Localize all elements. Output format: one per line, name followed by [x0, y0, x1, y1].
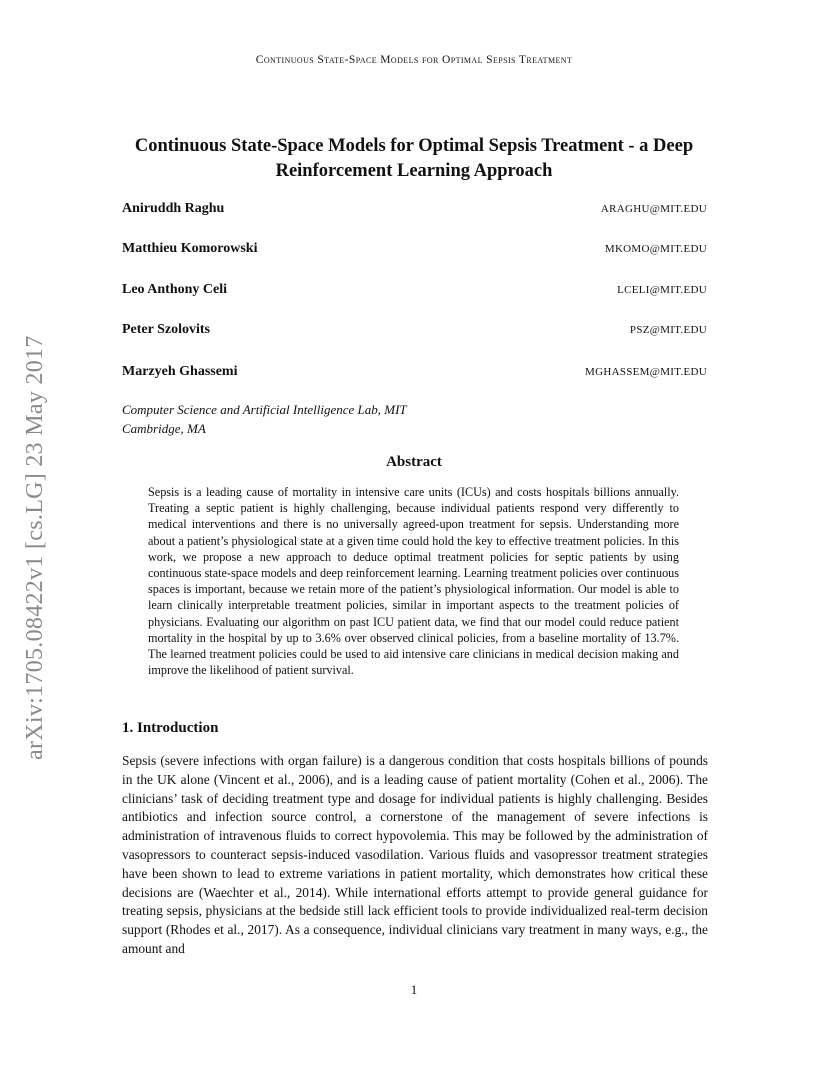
author-email: MGHASSEM@MIT.EDU: [585, 366, 707, 378]
author-email: ARAGHU@MIT.EDU: [600, 203, 707, 215]
arxiv-stamp: arXiv:1705.08422v1 [cs.LG] 23 May 2017: [22, 335, 48, 760]
author-email: PSZ@MIT.EDU: [629, 324, 707, 336]
author-name: Matthieu Komorowski: [122, 241, 258, 256]
affiliation-line: Computer Science and Artificial Intelligence Lab, MIT: [122, 402, 407, 417]
author-name: Leo Anthony Celi: [122, 282, 228, 297]
abstract-text: Sepsis is a leading cause of mortality in intensive care units (ICUs) and costs hospitals billions annually. Treating a septic patient is highly challenging, because individual patients respond very differently to medical interventions and there is no universally agreed-upon treatment for sepsis. Understanding more about a patient’s physiological state at a given time could hold the key to effective treatment policies. In this work, we propose a new approach to deduce optimal treatment policies for septic patients by using continuous state-space models and deep reinforcement learning. Learning treatment policies over continuous spaces is important, because we retain more of the patient’s physiological information. Our model is able to learn clinically interpretable treatment policies, similar in important aspects to the treatment policies of physicians. Evaluating our algorithm on past ICU patient data, we find that our model could reduce patient mortality in the hospital by up to 3.6% over observed clinical policies, from a baseline mortality of 13.7%. The learned treatment policies could be used to aid intensive care clinicians in medical decision making and improve the likelihood of patient survival.: [148, 485, 679, 678]
author-row: [122, 282, 707, 302]
author-name: Peter Szolovits: [122, 322, 210, 337]
author-row: [122, 241, 707, 261]
author-email: LCELI@MIT.EDU: [617, 284, 707, 296]
author-row: [122, 364, 707, 384]
affiliation-line: Cambridge, MA: [122, 421, 206, 436]
author-row: [122, 322, 707, 342]
author-name: Marzyeh Ghassemi: [122, 364, 238, 379]
running-head: Continuous State-Space Models for Optimal Sepsis Treatment: [255, 54, 573, 66]
page-number: 1: [410, 982, 418, 997]
author-row: [122, 201, 707, 221]
abstract-heading: Abstract: [386, 454, 442, 470]
introduction-text: Sepsis (severe infections with organ failure) is a dangerous condition that costs hospitals billions of pounds in the UK alone (Vincent et al., 2006), and is a leading cause of patient mortality (Cohen et al., 2006). The clinicians’ task of deciding treatment type and dosage for individual patients is highly challenging. Besides antibiotics and infection source control, a cornerstone of the management of severe infections is administration of intravenous fluids to correct hypovolemia. This may be followed by the administration of vasopressors to counteract sepsis-induced vasodilation. Various fluids and vasopressor treatment strategies have been shown to lead to extreme variations in patient mortality, which demonstrates how critical these decisions are (Waechter et al., 2014). While international efforts attempt to provide general guidance for treating sepsis, physicians at the bedside still lack efficient tools to provide individualized real-term decision support (Rhodes et al., 2017). As a consequence, individual clinicians vary treatment in many ways, e.g., the amount and: [122, 753, 708, 956]
affiliation: [122, 400, 407, 438]
paper-title: Continuous State-Space Models for Optimal Sepsis Treatment - a Deep Reinforcement Learning Approach: [134, 136, 694, 181]
author-email: MKOMO@MIT.EDU: [604, 243, 707, 255]
section-heading: 1. Introduction: [122, 720, 219, 736]
author-name: Aniruddh Raghu: [122, 201, 225, 216]
